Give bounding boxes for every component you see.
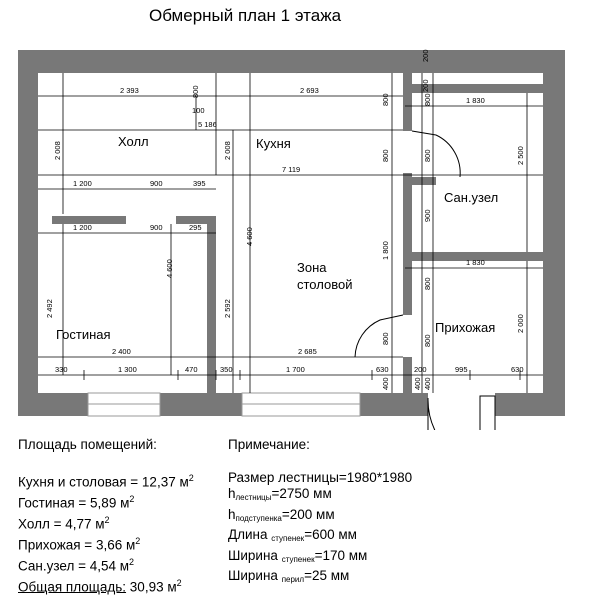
area-summary	[18, 437, 194, 596]
dim-label: 800	[423, 334, 432, 347]
dim-label: 1 200	[73, 223, 92, 232]
dim-label: 800	[191, 85, 200, 98]
dim-label: 295	[189, 223, 202, 232]
dim-label: 630	[511, 365, 524, 374]
note-step-width: Ширина $_{ступенек}$=170 мм	[228, 547, 368, 564]
dim-label: 800	[423, 93, 432, 106]
note-stair-height: $h_{лестницы}=2750$ мм	[228, 486, 332, 502]
area-item-kitchen: Кухня и столовая = 12,37 $м^2$	[18, 472, 194, 489]
dim-label: 1 830	[466, 96, 485, 105]
dim-label: 800	[381, 93, 390, 106]
room-label-entrance: Прихожая	[435, 320, 496, 335]
room-label-dining-1: Зона	[297, 260, 327, 275]
entrance-door-leaf	[480, 396, 495, 430]
dim-label: 4 600	[245, 227, 254, 246]
dim-label: 395	[193, 179, 206, 188]
room-label-bathroom: Сан.узел	[444, 190, 499, 205]
dim-label: 900	[150, 223, 163, 232]
bathroom-door	[412, 131, 460, 177]
dim-label: 800	[423, 277, 432, 290]
dim-label: 900	[423, 209, 432, 222]
dim-label: 995	[455, 365, 468, 374]
dim-label: 800	[423, 149, 432, 162]
dim-label: 330	[55, 365, 68, 374]
dim-label: 350	[220, 365, 233, 374]
dim-label: 400	[413, 377, 422, 390]
dim-label: 2 492	[45, 299, 54, 318]
room-label-dining-2: столовой	[297, 277, 353, 292]
kitchen-door	[355, 315, 403, 357]
dim-label: 200	[421, 49, 430, 62]
dim-label: 200	[421, 79, 430, 92]
dim-label: 800	[381, 332, 390, 345]
note-step-length: Длина $_{ступенек}$=600 мм	[228, 527, 357, 543]
dim-label: 2 685	[298, 347, 317, 356]
dim-label: 2 393	[120, 86, 139, 95]
notes	[228, 437, 412, 589]
note-railing-width: Ширина $_{перил}$=25 мм	[228, 568, 350, 584]
dim-label: 1 800	[381, 241, 390, 260]
dim-label: 1 200	[73, 179, 92, 188]
room-label-kitchen: Кухня	[256, 136, 291, 151]
entrance-door	[428, 398, 470, 430]
dim-label: 2 008	[53, 141, 62, 160]
dim-label: 200	[414, 365, 427, 374]
dim-label: 900	[150, 179, 163, 188]
dim-label: 1 830	[466, 258, 485, 267]
room-labels	[56, 134, 498, 342]
note-riser-height: $h_{подступенка}=200$ мм	[228, 506, 335, 523]
dim-label: 2 000	[516, 314, 525, 333]
dim-label: 5 186	[198, 120, 217, 129]
dim-label: 1 300	[118, 365, 137, 374]
dim-label: 100	[192, 106, 205, 115]
plan-title: Обмерный план 1 этажа	[148, 6, 342, 25]
dim-label: 7 119	[282, 165, 301, 174]
dim-label: 2 400	[112, 347, 131, 356]
note-stair-size: Размер лестницы=1980*1980	[228, 469, 413, 485]
dim-label: 2 008	[223, 141, 232, 160]
dim-label: 2 592	[223, 299, 232, 318]
dim-label: 1 700	[286, 365, 305, 374]
area-header: Площадь помещений:	[18, 437, 157, 452]
area-item-living: Гостиная = 5,89 $м^2$	[18, 493, 135, 510]
dim-label: 470	[185, 365, 198, 374]
dim-label: 800	[381, 149, 390, 162]
area-item-entrance: Прихожая = 3,66 $м^2$	[18, 535, 141, 552]
dim-label: 2 500	[516, 146, 525, 165]
dim-label: 4 600	[165, 259, 174, 278]
dimension-lines	[38, 73, 543, 393]
dim-label: 400	[423, 377, 432, 390]
dim-label: 2 693	[300, 86, 319, 95]
room-label-hall: Холл	[118, 134, 149, 149]
area-item-bathroom: Сан.узел = 4,54 $м^2$	[18, 556, 135, 573]
notes-header: Примечание:	[228, 437, 310, 452]
area-total: Общая площадь: 30,93 $м^2$	[18, 577, 182, 594]
dim-label: 630	[376, 365, 389, 374]
room-label-living: Гостиная	[56, 327, 111, 342]
dim-label: 400	[381, 377, 390, 390]
area-item-hall: Холл = 4,77 $м^2$	[18, 514, 110, 531]
